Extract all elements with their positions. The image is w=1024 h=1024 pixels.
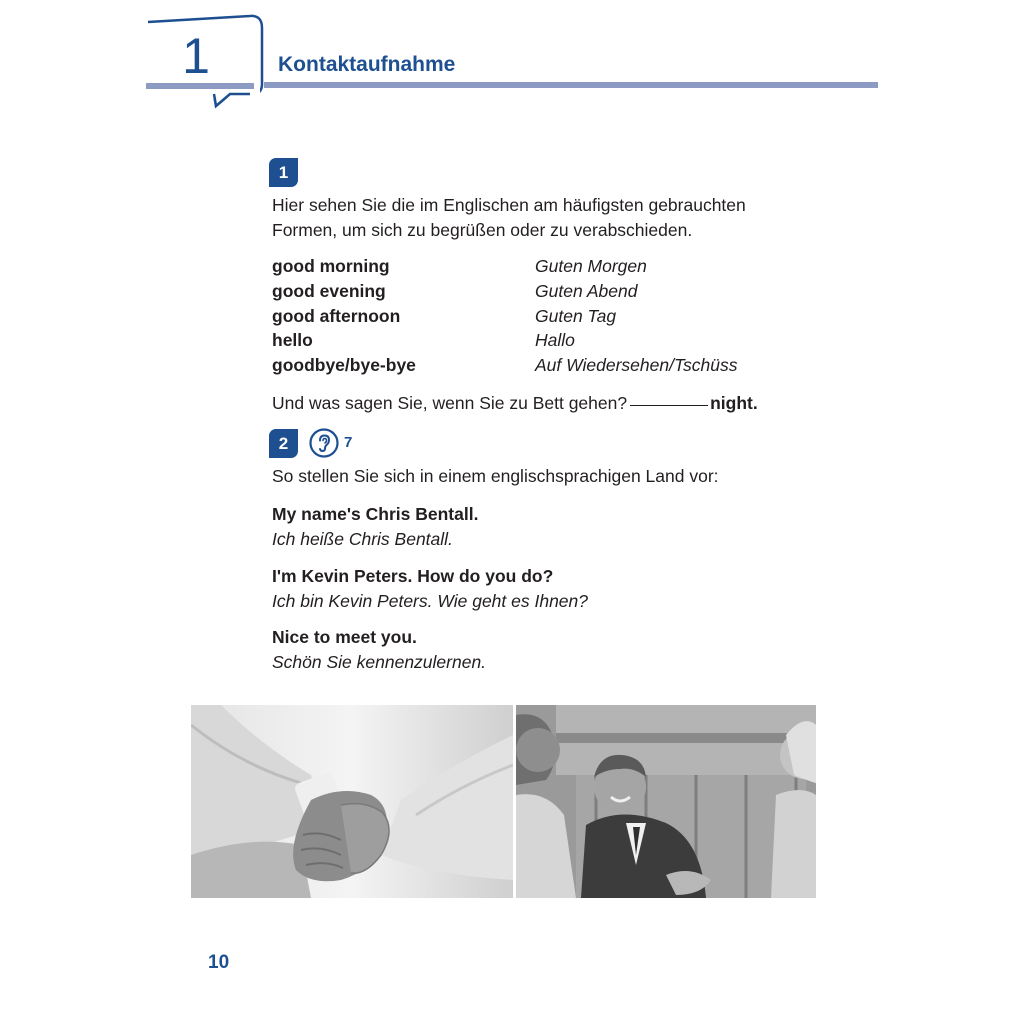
- section-badge-1: 1: [269, 158, 298, 187]
- vocab-row: [272, 304, 738, 329]
- vocab-english: good evening: [272, 280, 386, 301]
- bedtime-question: [272, 391, 758, 416]
- section-badge-2: 2: [269, 429, 298, 458]
- question-answer-suffix: night.: [710, 393, 758, 413]
- phrase-english: Nice to meet you.: [272, 627, 417, 647]
- phrase-pair: [272, 564, 588, 613]
- chapter-number: 1: [182, 28, 210, 84]
- phrase-english: My name's Chris Bentall.: [272, 504, 479, 524]
- vocab-list: [272, 254, 738, 378]
- phrase-pair: [272, 625, 486, 674]
- audio-track-number: 7: [344, 434, 353, 451]
- vocab-english: goodbye/bye-bye: [272, 355, 416, 376]
- business-meeting-photo: [516, 705, 816, 898]
- vocab-english: hello: [272, 330, 313, 351]
- chapter-title: Kontaktaufnahme: [278, 53, 456, 76]
- vocab-german: Auf Wiedersehen/Tschüss: [535, 355, 738, 376]
- section1-intro-line1: Hier sehen Sie die im Englischen am häufigsten gebrauchten: [272, 195, 746, 215]
- ear-icon[interactable]: [309, 428, 339, 458]
- vocab-row: [272, 353, 738, 378]
- phrase-english: I'm Kevin Peters. How do you do?: [272, 566, 554, 586]
- phrase-german: Ich bin Kevin Peters. Wie geht es Ihnen?: [272, 590, 588, 611]
- vocab-english: good morning: [272, 256, 390, 276]
- phrase-german: Ich heiße Chris Bentall.: [272, 528, 453, 549]
- phrase-pair: [272, 502, 478, 551]
- header-rule: [264, 82, 878, 88]
- vocab-german: Guten Abend: [535, 280, 638, 301]
- vocab-german: Guten Morgen: [535, 256, 647, 276]
- vocab-row: [272, 328, 738, 353]
- vocab-german: Hallo: [535, 330, 575, 351]
- question-text: Und was sagen Sie, wenn Sie zu Bett gehen?: [272, 393, 628, 413]
- page-number: 10: [208, 952, 230, 973]
- vocab-english: good afternoon: [272, 305, 401, 326]
- section2-intro: So stellen Sie sich in einem englischsprachigen Land vor:: [272, 466, 719, 486]
- section1-intro: [272, 193, 746, 242]
- phrase-german: Schön Sie kennenzulernen.: [272, 651, 487, 672]
- vocab-row: [272, 279, 738, 304]
- vocab-row: [272, 254, 738, 279]
- section1-intro-line2: Formen, um sich zu begrüßen oder zu verabschieden.: [272, 219, 693, 240]
- vocab-german: Guten Tag: [535, 305, 617, 326]
- answer-blank[interactable]: [630, 405, 708, 406]
- handshake-photo: [191, 705, 513, 898]
